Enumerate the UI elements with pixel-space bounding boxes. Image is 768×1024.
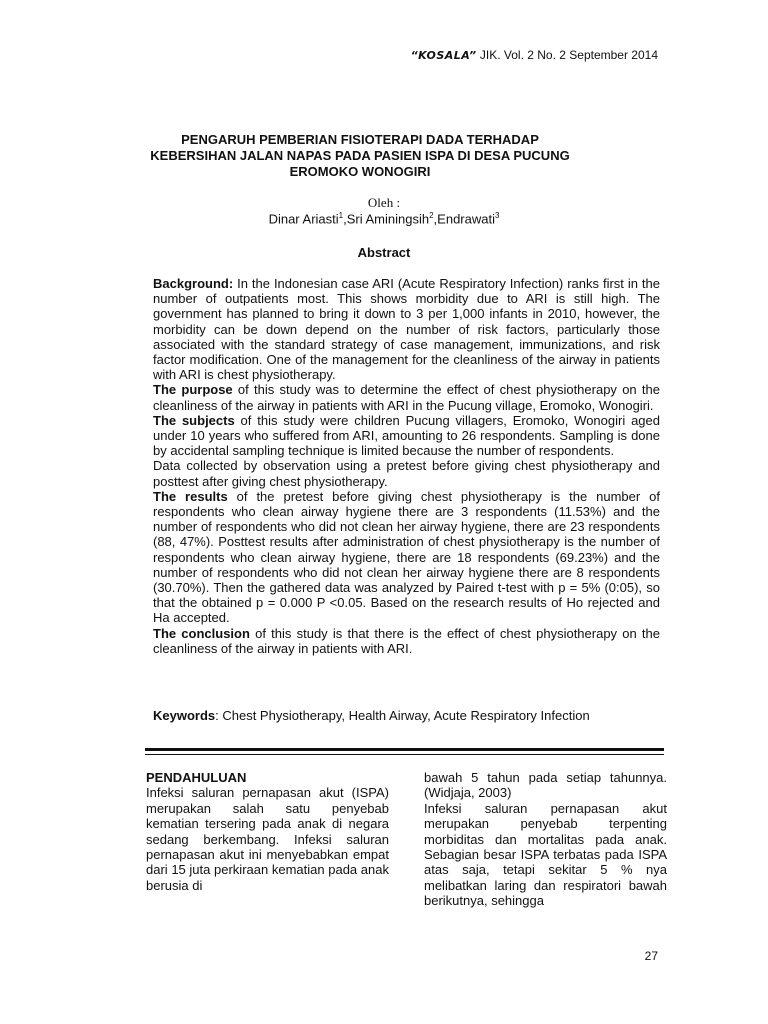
abstract-lead: The results <box>153 488 228 504</box>
body-paragraph: Infeksi saluran pernapasan akut merupakan penyebab terpenting morbiditas dan mortalitas pada anak. Sebagian besar ISPA terbatas pada ISPA atas saja, tetapi sekitar 5 % nya melibatkan laring dan respiratori bawah berikutnya, sehingga <box>424 800 667 909</box>
abstract-paragraph: The subjects of this study were children Pucung villagers, Eromoko, Wonogiri aged under 10 years who suffered from ARI, amounting to 26 respondents. Sampling is done by accidental sampling technique is limited because the number of respondents. <box>153 412 660 459</box>
author-list: Dinar Ariasti$^1$,Sri Aminingsih$^2$,Endrawati$^3$ <box>268 211 500 227</box>
body-paragraph: bawah 5 tahun pada setiap tahunnya. (Widjaja, 2003) <box>424 770 667 801</box>
journal-citation: JIK. Vol. 2 No. 2 September 2014 <box>479 48 658 62</box>
abstract-lead: The subjects <box>153 412 235 428</box>
author-affiliation-mark: 2 <box>429 211 434 220</box>
author-affiliation-mark: 3 <box>494 211 500 220</box>
byline-label: Oleh : <box>367 195 401 210</box>
journal-name: “KOSALA” <box>410 49 477 62</box>
keywords-label: Keywords <box>153 708 216 723</box>
page-number: 27 <box>644 949 658 963</box>
keywords-text: : Chest Physiotherapy, Health Airway, Acute Respiratory Infection <box>215 708 590 723</box>
author-name: Endrawati <box>437 211 495 227</box>
body-paragraph: Infeksi saluran pernapasan akut (ISPA) merupakan salah satu penyebab kematian tersering pada anak di negara sedang berkembang. Infeksi saluran pernapasan akut ini menyebabkan empat dari 15 juta perkiraan kematian pada anak berusia di <box>146 785 389 893</box>
abstract-paragraph: Background: In the Indonesian case ARI (Acute Respiratory Infection) ranks first in the number of outpatients most. This shows morbidity due to ARI is still high. The government has planned to bring it down to 3 per 1,000 infants in 2010, however, the morbidity can be down depend on the number of risk factors, particularly those associated with the standard strategy of case management, immunizations, and risk factor modification. One of the management for the cleanliness of the airway in patients with ARI is chest physiotherapy. <box>153 276 660 383</box>
keywords-line <box>153 708 660 723</box>
abstract-lead: The conclusion <box>153 625 250 641</box>
abstract-heading: Abstract <box>357 245 411 260</box>
journal-header <box>411 48 658 62</box>
author-name: Sri Aminingsih <box>346 211 430 227</box>
body-column-left <box>146 770 389 893</box>
abstract-paragraph: The conclusion of this study is that there is the effect of chest physiotherapy on the cleanliness of the airway in patients with ARI. <box>153 625 660 656</box>
abstract-lead: The purpose <box>153 382 233 398</box>
abstract-paragraph: Data collected by observation using a pretest before giving chest physiotherapy and posttest after giving chest physiotherapy. <box>153 458 660 489</box>
body-column-right <box>424 770 667 909</box>
abstract-paragraph: The results of the pretest before giving chest physiotherapy is the number of respondents who clean airway hygiene there are 3 respondents (11.53%) and the number of respondents who did not clean her airway hygiene, there are 23 respondents (88, 47%). Posttest results after administration of chest physiotherapy is the number of respondents who clean airway hygiene, there are 18 respondents (69.23%) and the number of respondents who did not clean her airway hygiene there are 8 respondents (30.70%). Then the gathered data was analyzed by Paired t-test with p = 5% (0:05), so that the obtained p = 0.000 P <0.05. Based on the research results of Ho rejected and Ha accepted. <box>153 488 661 626</box>
author-name: Dinar Ariasti <box>268 211 339 227</box>
abstract-paragraph: The purpose of this study was to determine the effect of chest physiotherapy on the cleanliness of the airway in patients with ARI in the Pucung village, Eromoko, Wonogiri. <box>153 382 660 413</box>
paper-title: PENGARUH PEMBERIAN FISIOTERAPI DADA TERHADAP KEBERSIHAN JALAN NAPAS PADA PASIEN ISPA DI DESA PUCUNG EROMOKO WONOGIRI <box>150 132 570 179</box>
section-heading: PENDAHULUAN <box>146 770 247 785</box>
section-divider-thin <box>145 754 664 755</box>
section-divider <box>145 748 664 751</box>
author-affiliation-mark: 1 <box>338 211 344 220</box>
abstract-lead: Background: <box>153 276 234 291</box>
abstract-body <box>153 276 660 656</box>
